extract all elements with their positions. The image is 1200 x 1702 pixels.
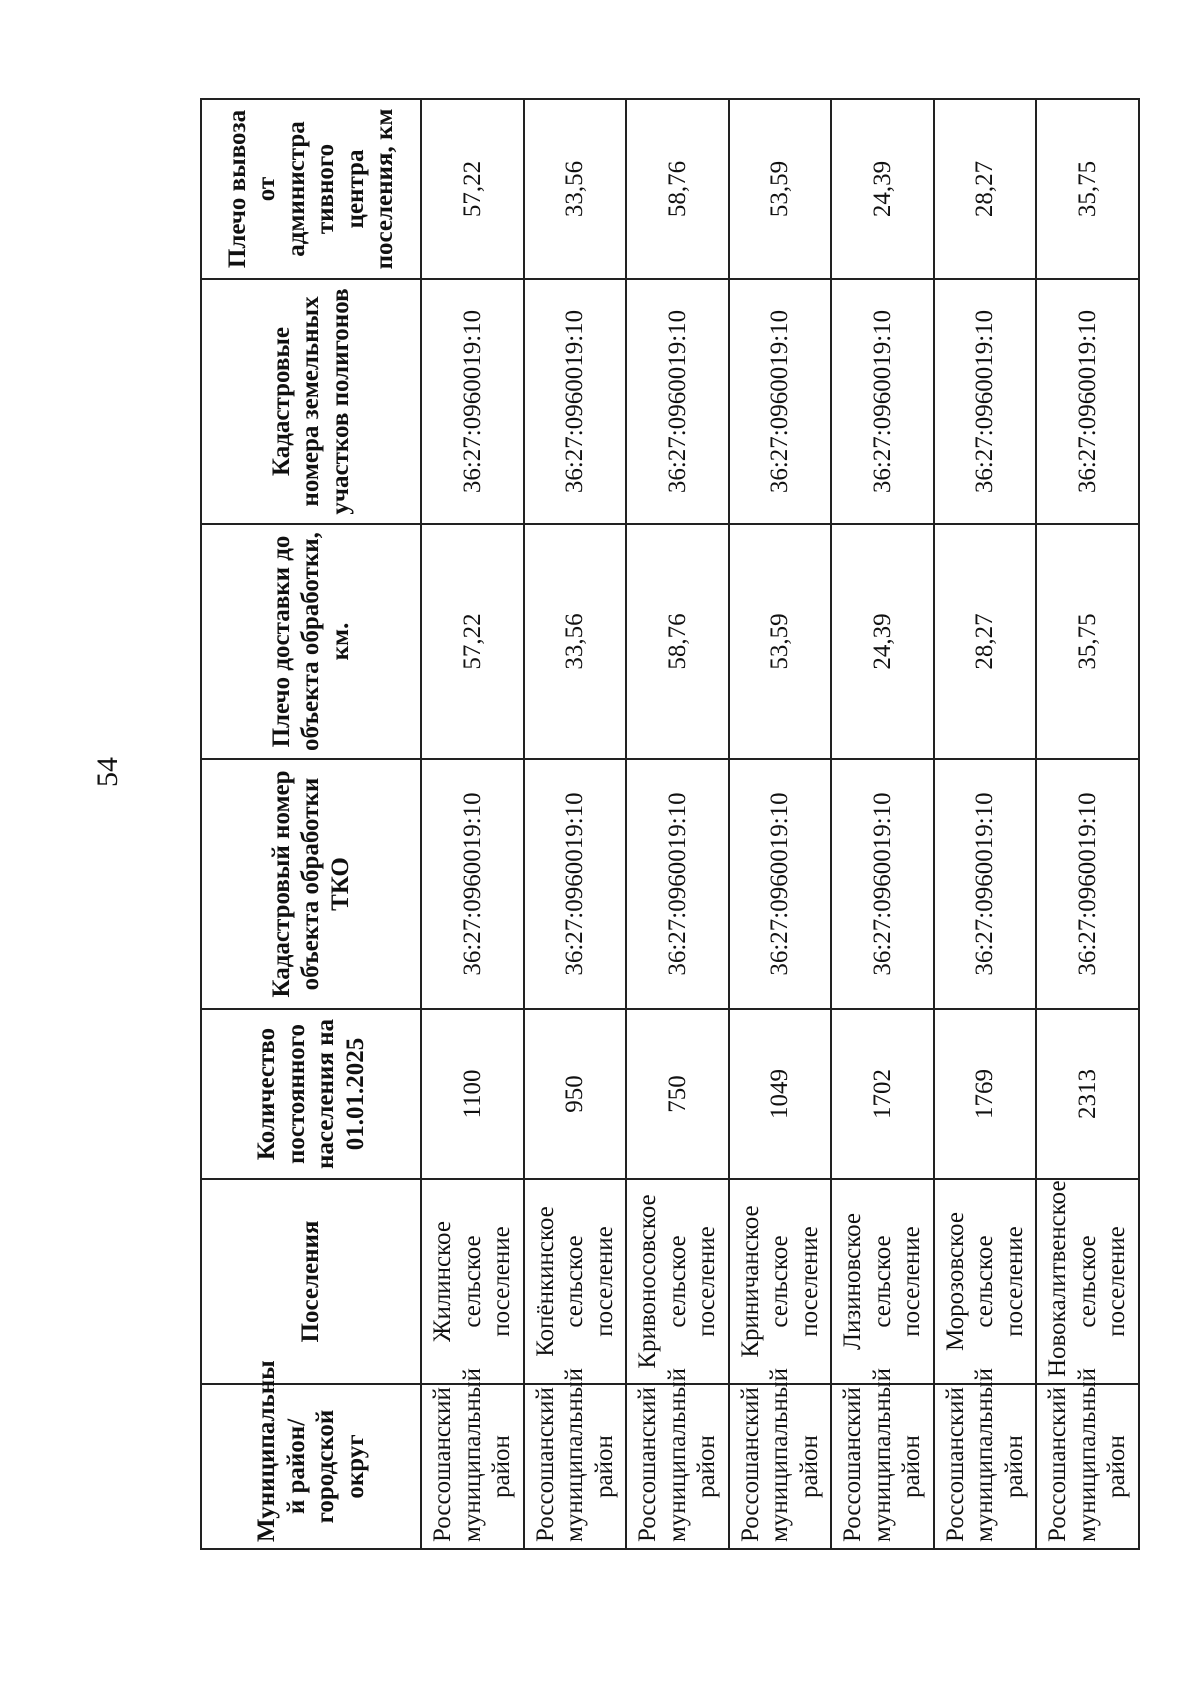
cell-cadastral-processing: 36:27:0960019:10 xyxy=(626,759,729,1009)
cell-delivery-distance: 58,76 xyxy=(626,524,729,759)
cell-population: 1702 xyxy=(831,1009,934,1179)
cell-settlement: Новокалитвенское сельское поселение xyxy=(1036,1179,1139,1384)
header-population: Количество постоянного населения на 01.01.2025 xyxy=(201,1009,421,1179)
cell-population: 2313 xyxy=(1036,1009,1139,1179)
cell-population: 1049 xyxy=(729,1009,832,1179)
rotated-table-container xyxy=(200,100,1140,1550)
cell-district: Россошанский муниципальный район xyxy=(524,1384,627,1549)
table-row xyxy=(524,99,627,1549)
cell-cadastral-landfill: 36:27:0960019:10 xyxy=(729,279,832,524)
table-row xyxy=(1036,99,1139,1549)
cell-removal-distance: 24,39 xyxy=(831,99,934,279)
table-row xyxy=(934,99,1037,1549)
cell-removal-distance: 58,76 xyxy=(626,99,729,279)
header-settlements: Поселения xyxy=(201,1179,421,1384)
header-district: Муниципальны й район/ городской округ xyxy=(201,1384,421,1549)
table-row xyxy=(626,99,729,1549)
table-row xyxy=(831,99,934,1549)
cell-cadastral-processing: 36:27:0960019:10 xyxy=(729,759,832,1009)
cell-settlement: Морозовское сельское поселение xyxy=(934,1179,1037,1384)
cell-delivery-distance: 28,27 xyxy=(934,524,1037,759)
cell-district: Россошанский муниципальный район xyxy=(934,1384,1037,1549)
settlements-table xyxy=(200,98,1140,1550)
cell-cadastral-processing: 36:27:0960019:10 xyxy=(934,759,1037,1009)
cell-settlement: Криничанское сельское поселение xyxy=(729,1179,832,1384)
cell-cadastral-processing: 36:27:0960019:10 xyxy=(524,759,627,1009)
cell-delivery-distance: 33,56 xyxy=(524,524,627,759)
header-cadastral-processing: Кадастровый номер объекта обработки ТКО xyxy=(201,759,421,1009)
header-cadastral-landfill: Кадастровые номера земельных участков полигонов xyxy=(201,279,421,524)
cell-district: Россошанский муниципальный район xyxy=(1036,1384,1139,1549)
cell-settlement: Жилинское сельское поселение xyxy=(421,1179,524,1384)
cell-settlement: Копёнкинское сельское поселение xyxy=(524,1179,627,1384)
table-row xyxy=(729,99,832,1549)
cell-cadastral-landfill: 36:27:0960019:10 xyxy=(626,279,729,524)
cell-cadastral-processing: 36:27:0960019:10 xyxy=(421,759,524,1009)
cell-population: 950 xyxy=(524,1009,627,1179)
table-row xyxy=(421,99,524,1549)
cell-delivery-distance: 35,75 xyxy=(1036,524,1139,759)
cell-delivery-distance: 53,59 xyxy=(729,524,832,759)
table-header-row xyxy=(201,99,421,1549)
cell-settlement: Кривоносовское сельское поселение xyxy=(626,1179,729,1384)
cell-cadastral-processing: 36:27:0960019:10 xyxy=(1036,759,1139,1009)
cell-removal-distance: 35,75 xyxy=(1036,99,1139,279)
cell-cadastral-processing: 36:27:0960019:10 xyxy=(831,759,934,1009)
cell-cadastral-landfill: 36:27:0960019:10 xyxy=(934,279,1037,524)
cell-district: Россошанский муниципальный район xyxy=(626,1384,729,1549)
page-number: 54 xyxy=(91,757,124,787)
cell-cadastral-landfill: 36:27:0960019:10 xyxy=(421,279,524,524)
cell-cadastral-landfill: 36:27:0960019:10 xyxy=(1036,279,1139,524)
cell-removal-distance: 53,59 xyxy=(729,99,832,279)
cell-removal-distance: 57,22 xyxy=(421,99,524,279)
cell-delivery-distance: 57,22 xyxy=(421,524,524,759)
header-removal-distance: Плечо вывоза от администра тивного центра поселения, км xyxy=(201,99,421,279)
cell-cadastral-landfill: 36:27:0960019:10 xyxy=(831,279,934,524)
cell-population: 1100 xyxy=(421,1009,524,1179)
cell-district: Россошанский муниципальный район xyxy=(421,1384,524,1549)
cell-district: Россошанский муниципальный район xyxy=(729,1384,832,1549)
cell-removal-distance: 33,56 xyxy=(524,99,627,279)
cell-delivery-distance: 24,39 xyxy=(831,524,934,759)
cell-district: Россошанский муниципальный район xyxy=(831,1384,934,1549)
cell-population: 1769 xyxy=(934,1009,1037,1179)
cell-settlement: Лизиновское сельское поселение xyxy=(831,1179,934,1384)
cell-cadastral-landfill: 36:27:0960019:10 xyxy=(524,279,627,524)
header-delivery-distance: Плечо доставки до объекта обработки, км. xyxy=(201,524,421,759)
cell-removal-distance: 28,27 xyxy=(934,99,1037,279)
cell-population: 750 xyxy=(626,1009,729,1179)
